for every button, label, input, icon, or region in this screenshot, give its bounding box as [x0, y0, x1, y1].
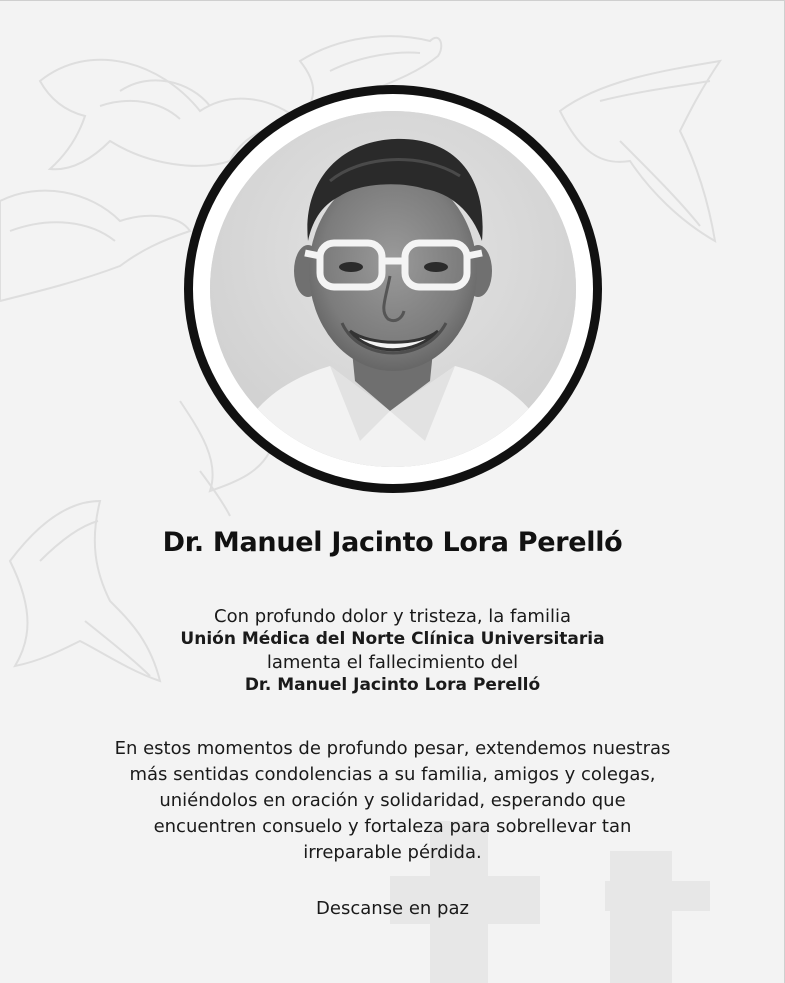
announcement	[30, 605, 755, 697]
condolence-line: uniéndolos en oración y solidaridad, esperando que	[159, 790, 626, 811]
deceased-name: Dr. Manuel Jacinto Lora Perelló	[244, 675, 541, 695]
institution-name: Unión Médica del Norte Clínica Universitaria	[180, 629, 605, 649]
dove-icon	[0, 191, 190, 301]
condolence-line: encuentren consuelo y fortaleza para sobrellevar tan	[153, 816, 632, 837]
condolence-message	[40, 736, 745, 866]
portrait-photo	[210, 111, 576, 467]
announcement-line: lamenta el fallecimiento del	[266, 652, 519, 673]
condolence-line: más sentidas condolencias a su familia, amigos y colegas,	[129, 764, 656, 785]
condolence-line: irreparable pérdida.	[303, 842, 482, 863]
deceased-name-heading: Dr. Manuel Jacinto Lora Perelló	[162, 527, 623, 558]
announcement-line: Con profundo dolor y tristeza, la familia	[214, 606, 571, 627]
condolence-line: En estos momentos de profundo pesar, extendemos nuestras	[114, 738, 671, 759]
closing-text: Descanse en paz	[316, 898, 469, 919]
